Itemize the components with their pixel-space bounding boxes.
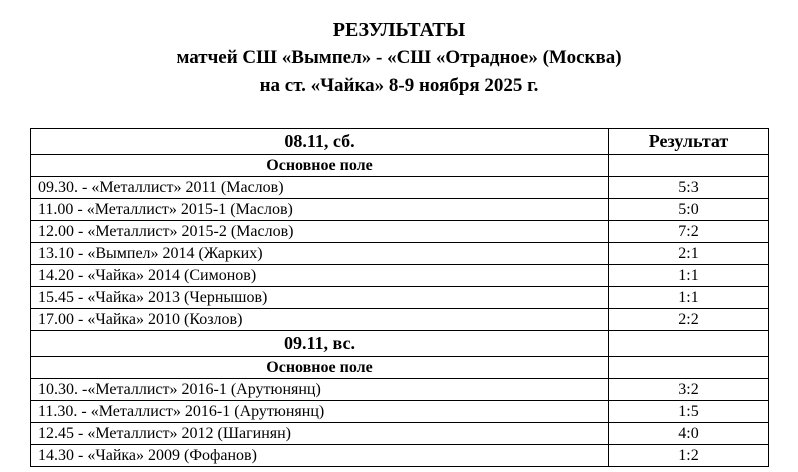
match-cell: 17.00 - «Чайка» 2010 (Козлов) bbox=[31, 309, 609, 331]
match-cell: 12.45 - «Металлист» 2012 (Шагинян) bbox=[31, 423, 609, 445]
match-cell: 12.00 - «Металлист» 2015-2 (Маслов) bbox=[31, 221, 609, 243]
score-cell: 1:1 bbox=[609, 287, 769, 309]
venue-line: на ст. «Чайка» 8-9 ноября 2025 г. bbox=[259, 75, 539, 96]
match-cell: 10.30. -«Металлист» 2016-1 (Арутюнянц) bbox=[31, 379, 609, 401]
page-title: РЕЗУЛЬТАТЫ bbox=[332, 19, 466, 41]
score-cell: 5:3 bbox=[609, 177, 769, 199]
table-row bbox=[31, 287, 769, 309]
table-row bbox=[31, 423, 769, 445]
score-cell: 7:2 bbox=[609, 221, 769, 243]
score-cell: 2:2 bbox=[609, 309, 769, 331]
empty-cell bbox=[609, 155, 769, 177]
table-row bbox=[31, 221, 769, 243]
field-name: Основное поле bbox=[31, 357, 609, 379]
day-date: 09.11, вс. bbox=[31, 331, 609, 357]
table-row bbox=[31, 265, 769, 287]
result-column-header: Результат bbox=[609, 129, 769, 155]
table-row bbox=[31, 199, 769, 221]
match-cell: 11.00 - «Металлист» 2015-1 (Маслов) bbox=[31, 199, 609, 221]
match-cell: 13.10 - «Вымпел» 2014 (Жарких) bbox=[31, 243, 609, 265]
score-cell: 4:0 bbox=[609, 423, 769, 445]
field-row bbox=[31, 357, 769, 379]
table-row bbox=[31, 379, 769, 401]
match-cell: 09.30. - «Металлист» 2011 (Маслов) bbox=[31, 177, 609, 199]
empty-cell bbox=[609, 357, 769, 379]
score-cell: 2:1 bbox=[609, 243, 769, 265]
score-cell: 3:2 bbox=[609, 379, 769, 401]
score-cell: 5:0 bbox=[609, 199, 769, 221]
day-date: 08.11, сб. bbox=[31, 129, 609, 155]
page-subtitle: матчей СШ «Вымпел» - «СШ «Отрадное» (Москва) bbox=[176, 47, 622, 68]
empty-cell bbox=[609, 331, 769, 357]
results-table bbox=[30, 128, 769, 467]
day-header-row bbox=[31, 331, 769, 357]
match-cell: 14.30 - «Чайка» 2009 (Фофанов) bbox=[31, 445, 609, 467]
match-cell: 14.20 - «Чайка» 2014 (Симонов) bbox=[31, 265, 609, 287]
table-row bbox=[31, 309, 769, 331]
score-cell: 1:5 bbox=[609, 401, 769, 423]
table-row bbox=[31, 243, 769, 265]
table-row bbox=[31, 445, 769, 467]
score-cell: 1:2 bbox=[609, 445, 769, 467]
day-header-row bbox=[31, 129, 769, 155]
field-name: Основное поле bbox=[31, 155, 609, 177]
match-cell: 15.45 - «Чайка» 2013 (Чернышов) bbox=[31, 287, 609, 309]
field-row bbox=[31, 155, 769, 177]
score-cell: 1:1 bbox=[609, 265, 769, 287]
table-row bbox=[31, 177, 769, 199]
table-row bbox=[31, 401, 769, 423]
match-cell: 11.30. - «Металлист» 2016-1 (Арутюнянц) bbox=[31, 401, 609, 423]
